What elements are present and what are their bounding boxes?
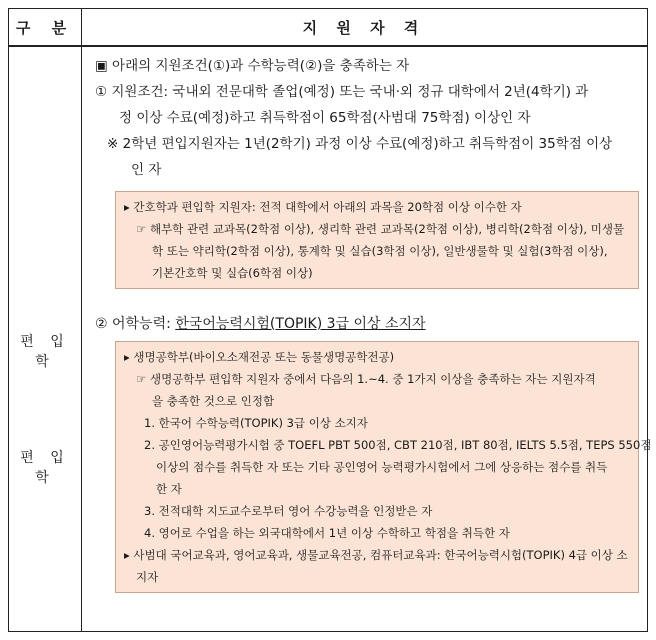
bio-item2-line2: 이상의 점수를 취득한 자 또는 기타 공인영어 능력평가시험에서 그에 상응하는 점수를 취득 xyxy=(156,460,608,474)
bio-item2-line1: 2. 공인영어능력평가시험 중 TOEFL PBT 500점, CBT 210점, IBT 80점, IELTS 5.5점, TEPS 550점 xyxy=(144,438,652,452)
bio-item1: 1. 한국어 수학능력(TOPIK) 3급 이상 소지자 xyxy=(144,416,368,430)
condition2-prefix: ② 어학능력: xyxy=(95,316,176,332)
bio-requirement-box xyxy=(115,341,652,593)
category-label-transfer: 편 입 학 xyxy=(20,334,70,370)
qualification-header: 지 원 자 격 xyxy=(302,18,426,37)
column-divider xyxy=(81,9,82,631)
nursing-heading: ▸ 간호학과 편입학 지원자: 전적 대학에서 아래의 과목을 20학점 이상 이수한 자 xyxy=(124,200,522,214)
bio-heading: ▸ 생명공학부(바이오소재전공 또는 동물생명공학전공) xyxy=(124,350,395,364)
bio-item4: 4. 영어로 수업을 하는 외국대학에서 1년 이상 수학하고 학점을 취득한 자 xyxy=(144,526,510,540)
table-header xyxy=(9,9,647,47)
bio-note-line1: ☞ 생명공학부 편입학 지원자 중에서 다음의 1.~4. 중 1가지 이상을 충족하는 자는 지원자격 xyxy=(136,372,596,386)
intro-text: ▣ 아래의 지원조건(①)과 수학능력(②)을 충족하는 자 xyxy=(95,58,410,74)
education-line1: ▸ 사범대 국어교육과, 영어교육과, 생물교육전공, 컴퓨터교육과: 한국어능력시험(TOPIK) 4급 이상 소 xyxy=(124,548,628,562)
bio-item2-line3: 한 자 xyxy=(156,482,182,496)
note-line1: ※ 2학년 편입지원자는 1년(2학기) 과정 이상 수료(예정)하고 취득학점이 35학점 이상 xyxy=(107,136,613,152)
condition2-topik: 한국어능력시험(TOPIK) 3급 이상 소지자 xyxy=(175,316,426,332)
nursing-courses-line1: ☞ 해부학 관련 교과목(2학점 이상), 생리학 관련 교과목(2학점 이상), 병리학(2학점 이상), 미생물 xyxy=(136,222,625,236)
bio-note-line2: 을 충족한 것으로 인정함 xyxy=(152,394,275,408)
condition2-line xyxy=(91,311,639,337)
note-line2: 인 자 xyxy=(131,162,162,178)
bio-item3: 3. 전적대학 지도교수로부터 영어 수강능력을 인정받은 자 xyxy=(144,504,433,518)
qualification-content xyxy=(91,53,652,593)
category-header: 구 분 xyxy=(15,18,75,37)
nursing-courses-line2: 학 또는 약리학(2학점 이상), 통계학 및 실습(3학점 이상), 일반생물학 및 실험(3학점 이상), xyxy=(152,244,608,258)
condition1-line2: 정 이상 수료(예정)하고 취득학점이 65학점(사범대 75학점) 이상인 자 xyxy=(119,110,531,126)
qualification-table xyxy=(8,8,652,632)
education-line2: 지자 xyxy=(136,570,159,584)
nursing-courses-line3: 기본간호학 및 실습(6학점 이상) xyxy=(152,266,313,280)
nursing-requirement-box xyxy=(115,191,639,289)
category-label-transfer-2: 편 입 학 xyxy=(20,450,70,486)
condition1-line1: ① 지원조건: 국내외 전문대학 졸업(예정) 또는 국내·외 정규 대학에서 2년(4학기) 과 xyxy=(95,84,589,100)
